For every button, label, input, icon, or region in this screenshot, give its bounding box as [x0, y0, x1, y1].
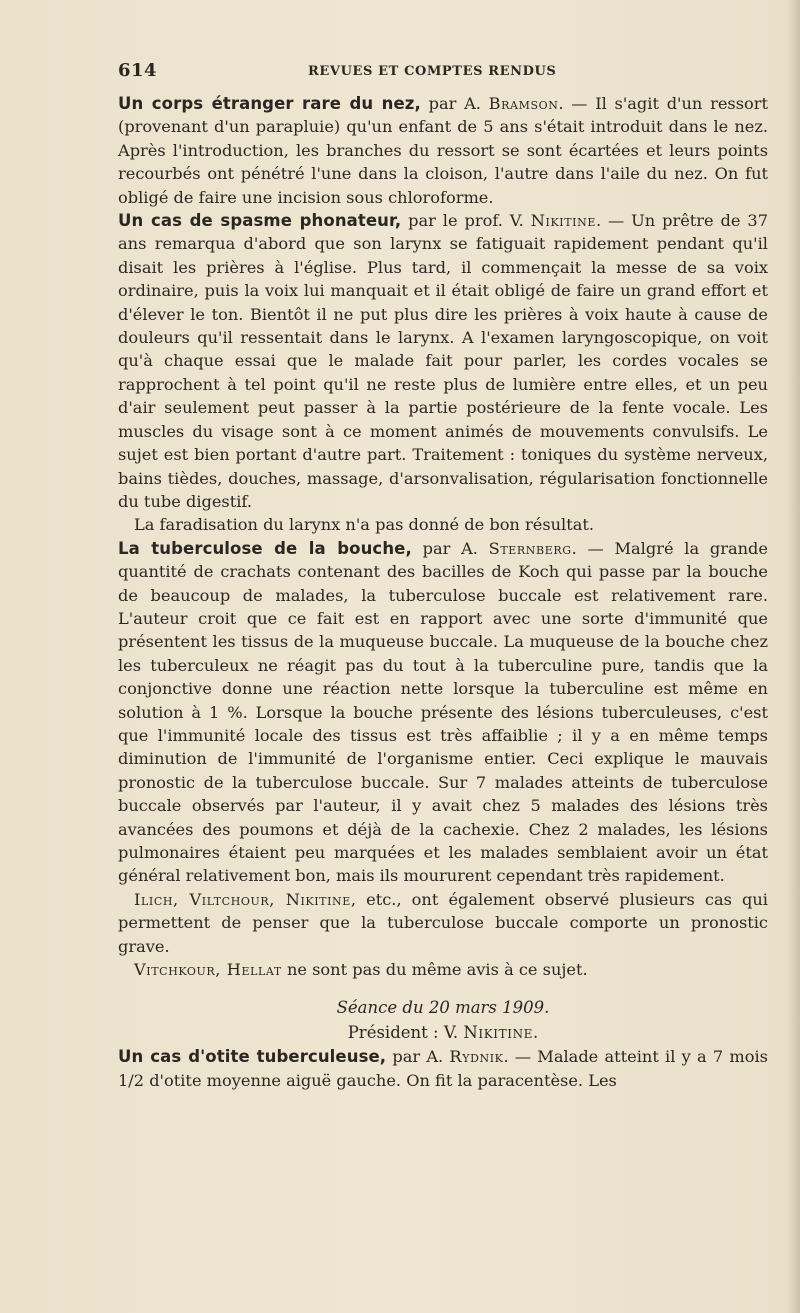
running-head-title: REVUES ET COMPTES RENDUS — [308, 64, 557, 79]
article-title: Un corps étranger rare du nez, — [118, 94, 421, 113]
article-author: Nikitine — [530, 211, 596, 231]
article-paragraph-2 — [118, 888, 768, 958]
article-tuberculous-otitis — [118, 1045, 768, 1092]
session-heading — [118, 995, 768, 1045]
article-author: Rydnik — [449, 1047, 504, 1067]
paragraph-text: , etc., ont également observé plusieurs cas qui permettent de penser que la tuberculose buccale comporte un pronostic grave. — [118, 889, 768, 956]
article-text: . — Malgré la grande quantité de crachats contenant des bacilles de Koch qui passe par la bouche de beaucoup de malades, la tuberculose buccale est relativement rare. L'auteur croit que ce fait est en rapport avec une sorte d'immunité que présentent les tissus de la muqueuse buccale. La muqueuse de la bouche chez les tuberculeux ne réagit pas du tout à la tuberculine pure, tandis que la conjonctive donne une réaction nette lorsque la tuberculine est même en solution à 1 %. Lorsque la bouche présente des lésions tuberculeuses, c'est que l'immunité locale des tissus est très affaiblie ; il y a en même temps diminution de l'immunité de l'organisme entier. Ceci explique le mauvais pronostic de la tuberculose buccale. Sur 7 malades atteints de tuberculose buccale observés par l'auteur, il y avait chez 5 malades des lésions très avancées des poumons et déjà de la cachexie. Chez 2 malades, les lésions pulmonaires étaient peu marquées et les malades semblaient avoir un état général relativement bon, mais ils moururent cependant très rapidement. — [118, 538, 768, 886]
article-author: Bramson — [488, 94, 559, 113]
article-text: . — Un prêtre de 37 ans remarqua d'abord que son larynx se fatiguait rapidement pendant qu'il disait les prières à l'église. Plus tard, il commençait la messe de sa voix ordinaire, puis la voix lui manquait et il était obligé de faire un grand effort et d'élever le ton. Bientôt il ne put plus dire les prières à voix haute à cause de douleurs qu'il ressentait dans le larynx. A l'examen laryngoscopique, on voit qu'à chaque essai que le malade fait pour parler, les cordes vocales se rapprochent à tel point qu'il ne reste plus de lumière entre elles, et un peu d'air seulement peut passer à la partie postérieure de la fente vocale. Les muscles du visage sont à ce moment animés de mouvements convulsifs. Le sujet est bien portant d'autre part. Traitement : toniques du système nerveux, bains tièdes, douches, massage, d'arsonvalisation, régularisation fonctionnelle du tube digestif. — [118, 211, 768, 511]
article-by: par A. — [411, 538, 489, 558]
article-title: La tuberculose de la bouche, — [118, 538, 412, 558]
president-name: Nikitine — [463, 1023, 534, 1043]
paragraph-text: ne sont pas du même avis à ce sujet. — [281, 960, 588, 980]
president-end: . — [533, 1023, 539, 1043]
article-by: par A. — [386, 1047, 450, 1067]
paragraph-authors: Ilich, Viltchour, Nikitine — [134, 889, 351, 909]
session-president — [118, 1021, 768, 1045]
article-text: . — Malade atteint il y a 7 mois 1/2 d'otite moyenne aiguë gauche. On fit la paracentèse. Les — [118, 1047, 768, 1090]
article-title: Un cas d'otite tuberculeuse, — [118, 1047, 387, 1067]
page-number: 614 — [118, 60, 158, 81]
page-edge-shadow — [786, 0, 800, 1313]
article-text: . — Il s'agit d'un ressort (provenant d'un parapluie) qu'un enfant de 5 ans s'était introduit dans le nez. Après l'introduction, les branches du ressort se sont écartées et leurs points recourbés ont pénétré l'une dans la cloison, l'autre dans l'aile du nez. On fut obligé de faire une incision sous chloroforme. — [118, 94, 769, 207]
article-by: par le prof. V. — [401, 211, 531, 231]
article-title: Un cas de spasme phonateur, — [118, 211, 402, 231]
paragraph-authors: Vitchkour, Hellat — [134, 960, 282, 980]
running-head — [118, 58, 768, 92]
president-label: Président : V. — [347, 1023, 464, 1043]
page-content — [118, 58, 768, 1092]
body-text — [118, 92, 768, 1092]
session-date: Séance du 20 mars 1909. — [336, 998, 550, 1018]
article-extra-paragraph: La faradisation du larynx n'a pas donné de bon résultat. — [134, 515, 595, 535]
article-by: par A. — [420, 94, 489, 113]
article-author: Sternberg — [488, 538, 572, 558]
article-phonatory-spasm — [118, 209, 768, 513]
article-foreign-body-nose — [118, 92, 768, 209]
article-mouth-tuberculosis — [118, 537, 768, 888]
article-paragraph-3 — [118, 958, 768, 981]
